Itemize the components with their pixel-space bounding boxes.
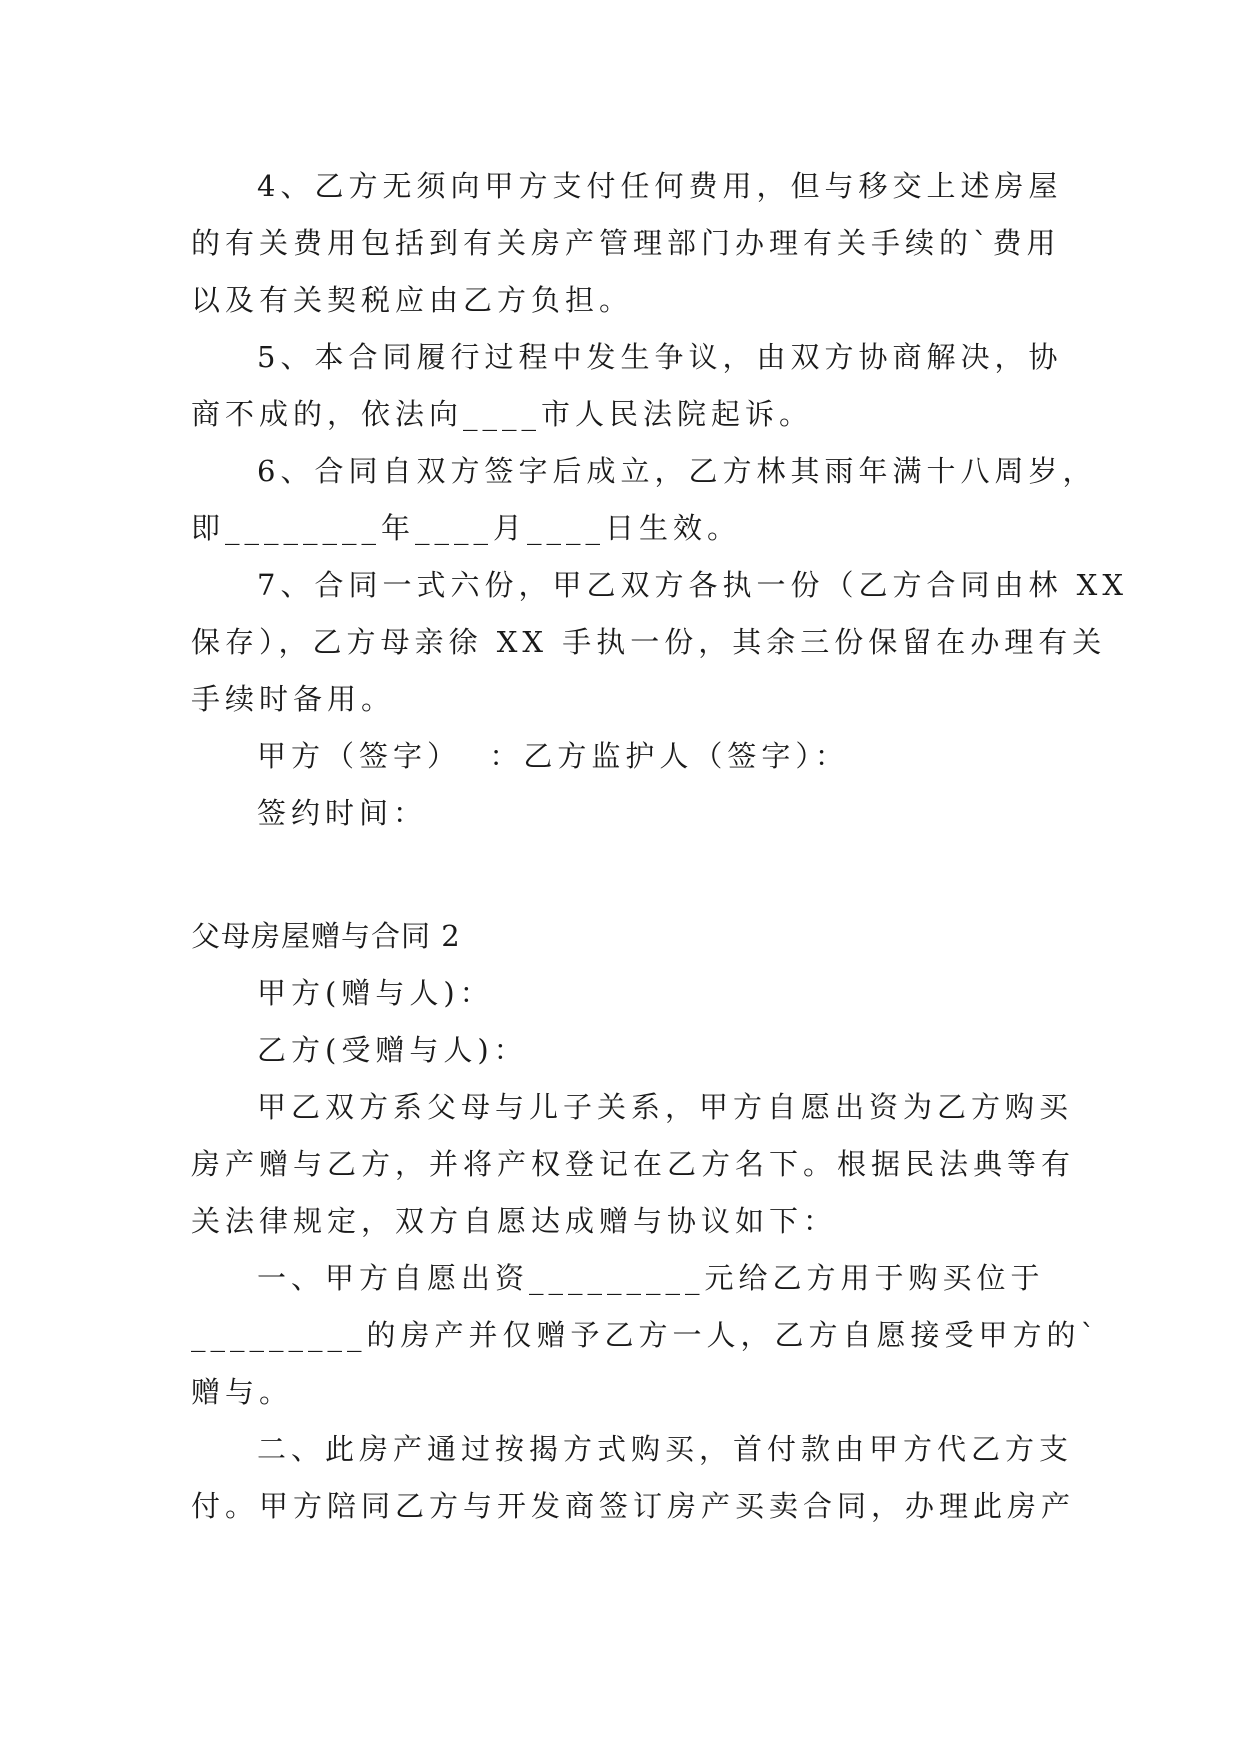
clause-7-line-2: 保存），乙方母亲徐 XX 手执一份，其余三份保留在办理有关 [191, 625, 1107, 659]
party-a-line: 甲方(赠与人)： [257, 976, 494, 1010]
intro-line-2: 房产赠与乙方，并将产权登记在乙方名下。根据民法典等有 [191, 1147, 1076, 1181]
clause-6-line-2: 即________年____月____日生效。 [191, 511, 742, 545]
article-1-line-2: _________的房产并仅赠予乙方一人，乙方自愿接受甲方的` [191, 1318, 1101, 1352]
article-2-line-2: 付。甲方陪同乙方与开发商签订房产买卖合同，办理此房产 [191, 1489, 1076, 1523]
article-1-line-1: 一、甲方自愿出资_________元给乙方用于购买位于 [257, 1261, 1045, 1295]
signing-date-line: 签约时间： [257, 796, 428, 830]
section-title: 父母房屋赠与合同 2 [191, 919, 461, 953]
clause-7-line-3: 手续时备用。 [191, 682, 396, 716]
article-1-line-3: 赠与。 [191, 1375, 294, 1409]
clause-4-line-2: 的有关费用包括到有关房产管理部门办理有关手续的`费用 [191, 226, 1061, 260]
clause-5-line-1: 5、本合同履行过程中发生争议，由双方协商解决，协 [257, 340, 1063, 374]
clause-7-line-1: 7、合同一式六份，甲乙双方各执一份（乙方合同由林 XX [257, 568, 1128, 602]
clause-5-line-2: 商不成的，依法向____市人民法院起诉。 [191, 397, 814, 431]
clause-6-line-1: 6、合同自双方签字后成立，乙方林其雨年满十八周岁， [257, 454, 1097, 488]
intro-line-1: 甲乙双方系父母与儿子关系，甲方自愿出资为乙方购买 [257, 1090, 1074, 1124]
intro-line-3: 关法律规定，双方自愿达成赠与协议如下： [191, 1204, 838, 1238]
signature-line: 甲方（签字） ：乙方监护人（签字）： [257, 739, 849, 773]
party-b-line: 乙方(受赠与人)： [257, 1033, 528, 1067]
clause-4-line-3: 以及有关契税应由乙方负担。 [191, 283, 634, 317]
clause-4-line-1: 4、乙方无须向甲方支付任何费用，但与移交上述房屋 [257, 169, 1063, 203]
article-2-line-1: 二、此房产通过按揭方式购买，首付款由甲方代乙方支 [257, 1432, 1074, 1466]
